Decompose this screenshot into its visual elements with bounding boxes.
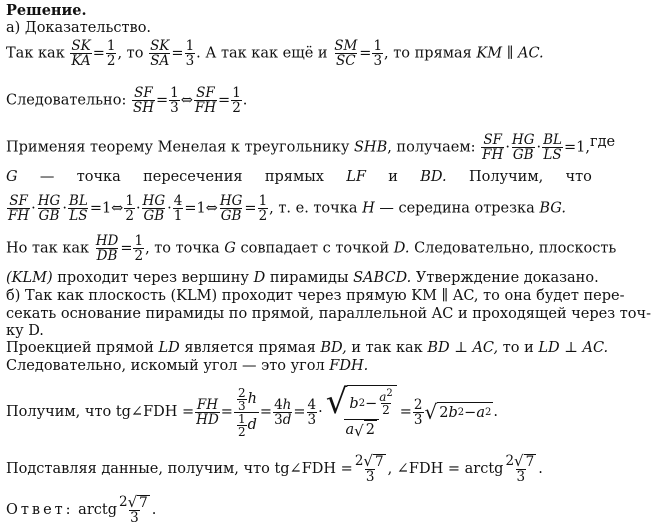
part-a-heading: а) Доказательство.	[6, 20, 152, 36]
answer-label: Ответ:	[6, 502, 74, 518]
frac-sqrt-b2: √ b 2 − $a^2$ 2 a √ 2	[324, 385, 399, 439]
line-2: Следовательно: $\frac{SF}{SH}$ = $\frac{1}{3}$ ⇔ $\frac{SF}{FH}$ = $\frac{1}{2}$ .	[6, 85, 248, 116]
line-10: ку D.	[6, 323, 44, 339]
line-8: б) Так как плоскость (KLM) проходит через прямую KM ∥ AC, то она будет пере-	[6, 288, 625, 304]
line-5: $\frac{SF}{FH}$ · $\frac{HG}{GB}$ · $\frac{BL}{LS}$ =1⇔ $\frac{1}{2}$ · $\frac{HG}{GB}$ · $\frac{4}{1}$ =1⇔ $\frac{HG}{GB}$ = $\frac{1}{2}$ , т. е. точка H — середина отрезка BG.	[8, 193, 566, 224]
line-14: Подставляя данные, получим, что tg∠FDH = 2 √ 7 3 , ∠FDH = arctg 2 √ 7 3 .	[6, 452, 543, 485]
line-6: Но так как $\frac{HD}{DB}$ = $\frac{1}{2}$ , то точка G совпадает с точкой D. Следовательно, плоскость	[6, 233, 617, 264]
frac-2h3-over-d2: 2 3 h 1 2 d	[234, 387, 259, 438]
line-12: Следовательно, искомый угол — это угол FDH.	[6, 358, 369, 374]
answer-line: Ответ: arctg 2 √ 7 3 .	[6, 493, 157, 526]
frac-sm-sc: $\frac{SM}{SC}$	[334, 38, 358, 69]
frac-sk-ka: $\frac{SK}{KA}$	[71, 38, 91, 69]
line-13: Получим, что tg∠FDH = $\frac{FH}{HD}$ = 2 3 h 1 2 d = 4h 3d = 4 3 · √ b 2 − $a^2$ 2 a √ 2 = 2 3 √ 2 b 2 − a 2 .	[6, 382, 498, 440]
line-3: Применяя теорему Менелая к треугольнику SHB, получаем: $\frac{SF}{FH}$ · $\frac{HG}{GB}$ · $\frac{BL}{LS}$ =1, где	[6, 132, 616, 163]
solution-title: Решение.	[6, 2, 87, 19]
frac-sk-sa: $\frac{SK}{SA}$	[150, 38, 170, 69]
line-7: (KLM) проходит через вершину D пирамиды SABCD. Утверждение доказано.	[6, 270, 599, 286]
line-9: секать основание пирамиды по прямой, параллельной AC и проходящей через точ-	[6, 306, 651, 322]
line-11: Проекцией прямой LD является прямая BD, и так как BD ⊥ AC, то и LD ⊥ AC.	[6, 340, 609, 356]
line-1: Так как $\frac{SK}{KA}$ = $\frac{1}{2}$ , то $\frac{SK}{SA}$ = $\frac{1}{3}$ . А так как ещё и $\frac{SM}{SC}$ = $\frac{1}{3}$ , то прямая KM ∥ AC.	[6, 38, 544, 69]
tg-fdh-label: tg∠FDH =	[115, 404, 195, 420]
line-4: G — точка пересечения прямых LF и BD. Получим, что	[6, 169, 592, 185]
